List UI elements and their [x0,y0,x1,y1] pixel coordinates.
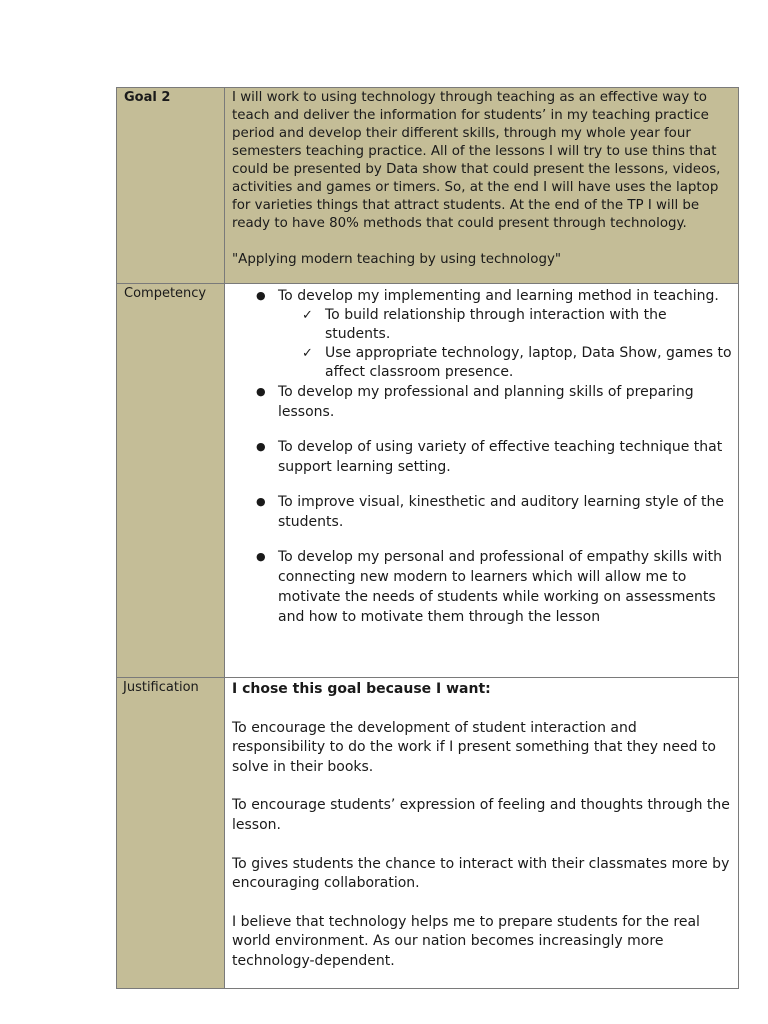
justification-label: Justification [123,680,199,695]
justification-paragraph: To encourage students’ expression of feeling and thoughts through the lesson. [232,797,730,833]
bullet-icon: ● [256,550,266,563]
competency-label: Competency [124,286,207,301]
justification-heading: I chose this goal because I want: [232,681,491,697]
competency-item [225,382,734,422]
competency-subitem-text: Use appropriate technology, laptop, Data Show, games to affect classroom presence. [325,345,732,380]
justification-body [225,678,738,986]
goal-plan-table [116,87,739,989]
competency-item [225,286,734,382]
competency-subitem-text: To build relationship through interaction with the students. [325,307,667,342]
checkmark-icon: ✓ [302,346,313,361]
competency-subitem [278,306,734,344]
justification-paragraph: I believe that technology helps me to prepare students for the real world environment. As our nation becomes increasingly more technology-dependent. [232,913,700,969]
competency-item-text: To develop of using variety of effective teaching technique that support learning setting. [278,439,723,475]
competency-item-text: To develop my implementing and learning method in teaching. [278,288,719,304]
goal-text: I will work to using technology through teaching as an effective way to teach and deliver the information for students’ in my teaching practice period and develop their different skills, through my whole year four semesters teaching practice. All of the lessons I will try to use thins that could be presented by Data show that could present the lessons, videos, activities and games or timers. So, at the end I will have uses the laptop for varieties things that attract students. At the end of the TP I will be ready to have 80% methods that could present through technology. [232,90,721,231]
goal-quote: "Applying modern teaching by using technology" [232,252,562,267]
justification-content-cell [225,678,739,989]
justification-paragraph: To encourage the development of student interaction and responsibility to do the work if I present something that they need to solve in their books. [232,719,716,775]
competency-list [225,284,738,637]
competency-item [225,437,734,477]
justification-row [117,678,739,989]
bullet-icon: ● [256,385,266,398]
bullet-icon: ● [256,495,266,508]
goal-content-cell [225,88,739,284]
justification-paragraph: To gives students the chance to interact with their classmates more by encouraging collaboration. [232,855,730,892]
goal-label-cell [117,88,225,284]
bullet-icon: ● [256,440,266,453]
competency-item-text: To develop my professional and planning skills of preparing lessons. [278,384,694,420]
competency-row [117,284,739,678]
competency-item-text: To develop my personal and professional of empathy skills with connecting new modern to learners which will allow me to motivate the needs of students while working on assessments and how to motivate them through the lesson [278,549,723,625]
competency-content-cell [225,284,739,678]
competency-item-text: To improve visual, kinesthetic and auditory learning style of the students. [278,494,725,530]
competency-subitem [278,344,734,382]
justification-label-cell [117,678,225,989]
competency-label-cell [117,284,225,678]
bullet-icon: ● [256,289,266,302]
checkmark-icon: ✓ [302,308,313,323]
goal-label: Goal 2 [124,90,171,105]
competency-sublist [278,306,734,382]
competency-item [225,492,734,532]
competency-item [225,547,734,627]
goal-row [117,88,739,284]
